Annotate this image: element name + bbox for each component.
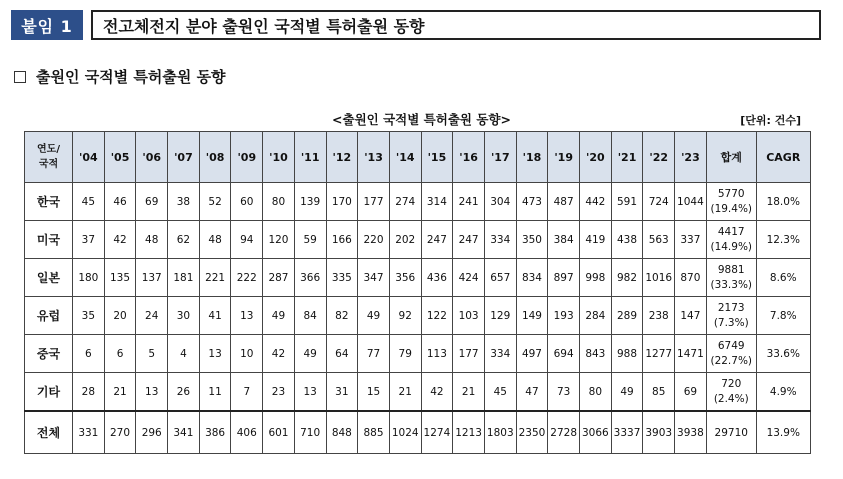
table-cell: 21 [389,373,421,412]
table-cell: 563 [643,221,675,259]
table-row [25,221,811,259]
row-header: 중국 [25,335,73,373]
table-cell: 45 [484,373,516,412]
column-header: '08 [199,132,231,183]
table-cell: 38 [168,183,200,221]
table-cell: 193 [548,297,580,335]
table-cell: 202 [389,221,421,259]
share-value: (19.4%) [710,202,753,215]
unit-label: [단위: 건수] [740,114,801,127]
table-cell: 42 [421,373,453,412]
table-cell: 94 [231,221,263,259]
table-cell: 48 [136,221,168,259]
table-cell: 657 [484,259,516,297]
attachment-badge: 붙임 1 [11,10,83,40]
table-cell: 80 [263,183,295,221]
table-cell: 1471 [675,335,707,373]
table-cell: 2728 [548,411,580,454]
table-cell: 11 [199,373,231,412]
table-cell: 897 [548,259,580,297]
table-cell: 82 [326,297,358,335]
column-header: '14 [389,132,421,183]
table-cell: 1803 [484,411,516,454]
table-caption: <출원인 국적별 특허출원 동향> [332,112,511,127]
table-cell: 5 [136,335,168,373]
table-cell: 222 [231,259,263,297]
table-cell: 601 [263,411,295,454]
column-header: '15 [421,132,453,183]
row-header: 일본 [25,259,73,297]
table-cell: 77 [358,335,390,373]
table-cell: 113 [421,335,453,373]
column-header: '09 [231,132,263,183]
table-cell: 350 [516,221,548,259]
table-cell: 247 [453,221,485,259]
table-cell: 42 [263,335,295,373]
table-cell: 334 [484,335,516,373]
column-header: '20 [580,132,612,183]
table-cell: 59 [294,221,326,259]
table-cell: 366 [294,259,326,297]
sum-cell [706,335,756,373]
table-cell: 47 [516,373,548,412]
table-row [25,373,811,412]
table-cell: 137 [136,259,168,297]
table-cell: 180 [73,259,105,297]
table-cell: 129 [484,297,516,335]
share-value: (33.3%) [710,278,753,291]
cagr-cell: 7.8% [756,297,810,335]
table-cell: 331 [73,411,105,454]
table-cell: 177 [358,183,390,221]
table-cell: 386 [199,411,231,454]
table-cell: 848 [326,411,358,454]
table-row [25,259,811,297]
table-cell: 49 [358,297,390,335]
table-cell: 46 [104,183,136,221]
column-header: '12 [326,132,358,183]
table-cell: 42 [104,221,136,259]
row-header: 유럽 [25,297,73,335]
table-cell: 52 [199,183,231,221]
table-cell: 304 [484,183,516,221]
table-cell: 13 [136,373,168,412]
table-cell: 10 [231,335,263,373]
patent-table [24,131,811,454]
table-cell: 135 [104,259,136,297]
column-header: '13 [358,132,390,183]
column-header: '06 [136,132,168,183]
sum-cell [706,297,756,335]
table-cell: 988 [611,335,643,373]
table-cell: 337 [675,221,707,259]
table-cell: 284 [580,297,612,335]
table-cell: 20 [104,297,136,335]
table-cell: 13 [199,335,231,373]
checkbox-square-icon [14,71,26,83]
table-cell: 274 [389,183,421,221]
row-header: 한국 [25,183,73,221]
row-header: 기타 [25,373,73,412]
table-cell: 49 [294,335,326,373]
table-cell: 6 [73,335,105,373]
table-cell: 6 [104,335,136,373]
cagr-cell: 12.3% [756,221,810,259]
document-title: 전고체전지 분야 출원인 국적별 특허출원 동향 [91,10,821,40]
table-cell: 13 [231,297,263,335]
table-cell: 843 [580,335,612,373]
header [11,10,821,40]
table-cell: 998 [580,259,612,297]
sum-cell [706,183,756,221]
column-header: '19 [548,132,580,183]
table-cell: 69 [136,183,168,221]
table-cell: 60 [231,183,263,221]
column-header: '16 [453,132,485,183]
table-cell: 7 [231,373,263,412]
table-cell: 1044 [675,183,707,221]
table-cell: 341 [168,411,200,454]
sum-cell [706,221,756,259]
table-cell: 26 [168,373,200,412]
table-cell: 177 [453,335,485,373]
table-cell: 80 [580,373,612,412]
column-header: '07 [168,132,200,183]
table-cell: 442 [580,183,612,221]
table-cell: 120 [263,221,295,259]
table-cell: 139 [294,183,326,221]
table-cell: 982 [611,259,643,297]
table-cell: 406 [231,411,263,454]
table-cell: 49 [263,297,295,335]
column-header: '23 [675,132,707,183]
table-cell: 296 [136,411,168,454]
column-header: '18 [516,132,548,183]
table-cell: 35 [73,297,105,335]
table-cell: 170 [326,183,358,221]
table-cell: 92 [389,297,421,335]
table-cell: 149 [516,297,548,335]
column-header: '10 [263,132,295,183]
table-cell: 79 [389,335,421,373]
share-value: (14.9%) [710,240,753,253]
corner-line-2: 국적 [38,159,59,170]
sum-value: 2173 [717,301,745,314]
table-cell: 220 [358,221,390,259]
table-cell: 384 [548,221,580,259]
table-cell: 438 [611,221,643,259]
table-cell: 247 [421,221,453,259]
table-cell: 834 [516,259,548,297]
table-cell: 1024 [389,411,421,454]
table-cell: 1213 [453,411,485,454]
table-cell: 710 [294,411,326,454]
sum-value: 9881 [717,263,745,276]
table-cell: 334 [484,221,516,259]
table-cell: 270 [104,411,136,454]
sum-cell [706,373,756,412]
table-cell: 487 [548,183,580,221]
row-header: 미국 [25,221,73,259]
table-cell: 62 [168,221,200,259]
table-cell: 45 [73,183,105,221]
table-cell: 13 [294,373,326,412]
sum-value: 6749 [717,339,745,352]
table-cell: 21 [104,373,136,412]
column-header: '21 [611,132,643,183]
table-cell: 24 [136,297,168,335]
table-cell: 64 [326,335,358,373]
table-cell: 3938 [675,411,707,454]
table-row [25,335,811,373]
table-cell: 3066 [580,411,612,454]
table-cell: 103 [453,297,485,335]
table-cell: 122 [421,297,453,335]
share-value: (7.3%) [713,316,749,329]
table-row [25,183,811,221]
cagr-cell: 8.6% [756,259,810,297]
table-cell: 497 [516,335,548,373]
cagr-cell: 18.0% [756,183,810,221]
table-cell: 419 [580,221,612,259]
column-header: '17 [484,132,516,183]
table-cell: 2350 [516,411,548,454]
column-header: '11 [294,132,326,183]
cagr-cell: 4.9% [756,373,810,412]
table-cell: 31 [326,373,358,412]
table-cell: 85 [643,373,675,412]
column-header: CAGR [756,132,810,183]
table-cell: 591 [611,183,643,221]
sum-value: 4417 [717,225,745,238]
share-value: (22.7%) [710,354,753,367]
table-cell: 147 [675,297,707,335]
table-cell: 49 [611,373,643,412]
table-cell: 28 [73,373,105,412]
table-cell: 424 [453,259,485,297]
table-cell: 1277 [643,335,675,373]
table-cell: 37 [73,221,105,259]
table-cell: 724 [643,183,675,221]
table-cell: 23 [263,373,295,412]
table-cell: 238 [643,297,675,335]
table-cell: 314 [421,183,453,221]
table-cell: 289 [611,297,643,335]
table-cell: 15 [358,373,390,412]
column-header: '05 [104,132,136,183]
total-row [25,411,811,454]
table-cell: 347 [358,259,390,297]
table-cell: 694 [548,335,580,373]
table-cell: 73 [548,373,580,412]
table-cell: 1016 [643,259,675,297]
corner-header [25,132,73,183]
table-cell: 870 [675,259,707,297]
cagr-cell: 13.9% [756,411,810,454]
cagr-cell: 33.6% [756,335,810,373]
column-header: '04 [73,132,105,183]
corner-line-1: 연도/ [37,144,60,155]
table-cell: 48 [199,221,231,259]
table-cell: 436 [421,259,453,297]
table-cell: 1274 [421,411,453,454]
table-cell: 41 [199,297,231,335]
table-cell: 181 [168,259,200,297]
table-cell: 356 [389,259,421,297]
table-cell: 84 [294,297,326,335]
table-cell: 166 [326,221,358,259]
table-body [25,183,811,454]
table-cell: 287 [263,259,295,297]
sum-value: 720 [721,377,742,390]
table-cell: 21 [453,373,485,412]
sum-cell: 29710 [706,411,756,454]
column-header: 합계 [706,132,756,183]
table-cell: 241 [453,183,485,221]
table-cell: 30 [168,297,200,335]
table-cell: 69 [675,373,707,412]
table-cell: 221 [199,259,231,297]
sum-cell [706,259,756,297]
section-heading [14,66,226,87]
row-header: 전체 [25,411,73,454]
table-cell: 473 [516,183,548,221]
table-header-row [25,132,811,183]
table-row [25,297,811,335]
table-cell: 335 [326,259,358,297]
table-cell: 3903 [643,411,675,454]
table-cell: 4 [168,335,200,373]
table-cell: 885 [358,411,390,454]
table-cell: 3337 [611,411,643,454]
share-value: (2.4%) [713,392,749,405]
sum-value: 5770 [717,187,745,200]
section-title: 출원인 국적별 특허출원 동향 [36,68,226,86]
column-header: '22 [643,132,675,183]
